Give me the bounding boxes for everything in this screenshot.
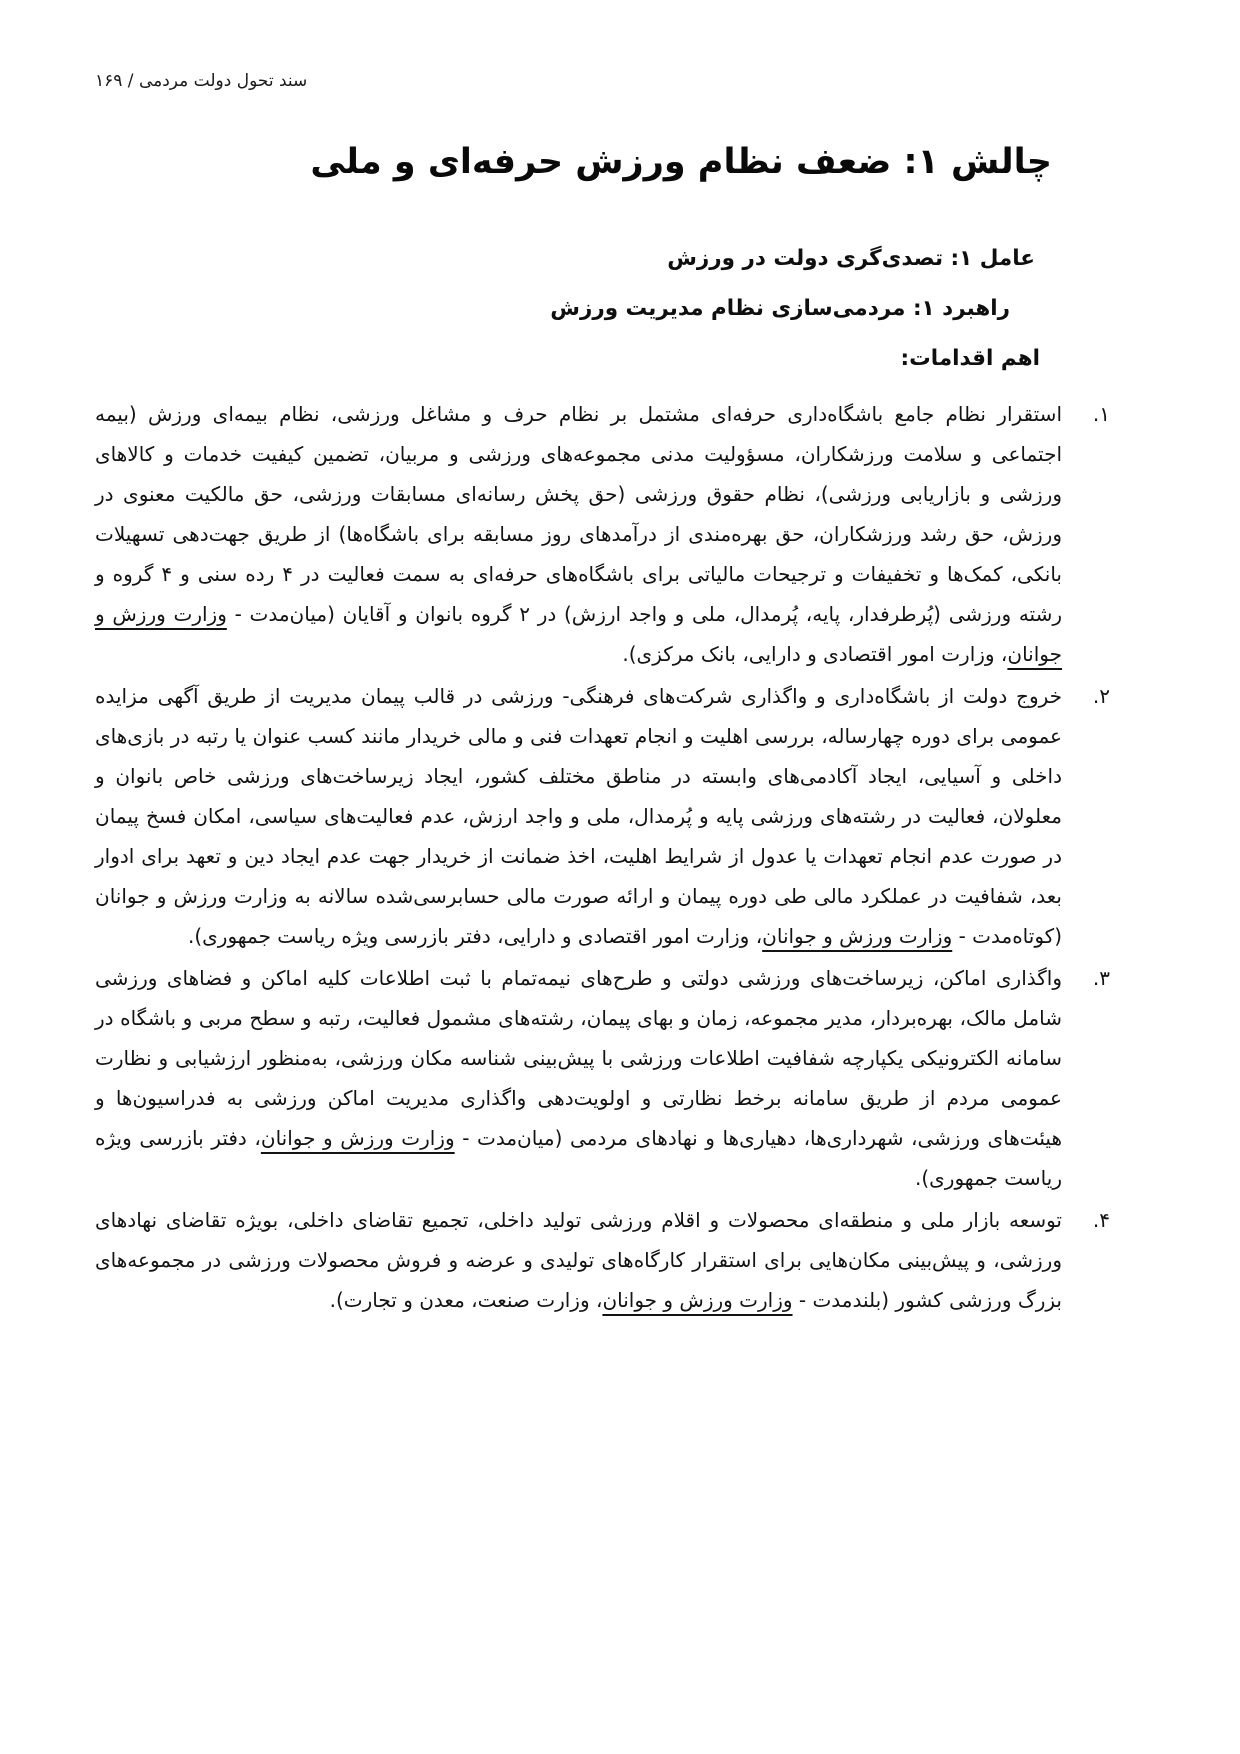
running-header: سند تحول دولت مردمی / ۱۶۹ — [95, 71, 308, 91]
item-text: توسعه بازار ملی و منطقه‌ای محصولات و اقلام ورزشی تولید داخلی، تجمیع تقاضای داخلی، بویژه تقاضای نهادهای ورزشی، و پیش‌بینی مکان‌هایی برای استقرار کارگاه‌های تولیدی و عرضه و فروش محصولات ورزشی در مجموعه‌های بزرگ ورزشی کشور (بلندمدت - وزارت ورزش و جوانان، وزارت صنعت، معدن و تجارت). — [95, 1208, 1062, 1312]
item-text: استقرار نظام جامع باشگاه‌داری حرفه‌ای مشتمل بر نظام حرف و مشاغل ورزشی، نظام بیمه‌ای ورزش (بیمه اجتماعی و سلامت ورزشکاران، مسؤولیت مدنی مجموعه‌های ورزشی و مربیان، تضمین کیفیت خدمات و کالاهای ورزشی و بازاریابی ورزشی)، نظام حقوق ورزشی (حق پخش رسانه‌ای مسابقات ورزشی، حق مالکیت معنوی در ورزش، حق رشد ورزشکاران، حق بهره‌مندی از درآمدهای روز مسابقه برای باشگاه‌ها) از طریق جهت‌دهی تسهیلات بانکی، کمک‌ها و تخفیفات و ترجیحات مالیاتی برای باشگاه‌های حرفه‌ای به سمت فعالیت در ۴ رده سنی و ۴ گروه و رشته ورزشی (پُرطرفدار، پایه، پُرمدال، ملی و واجد ارزش) در ۲ گروه بانوان و آقایان (میان‌مدت - وزارت ورزش و جوانان، وزارت امور اقتصادی و دارایی، بانک مرکزی). — [95, 402, 1063, 666]
item-number: ۲. — [1092, 684, 1110, 708]
factor-heading: عامل ۱: تصدی‌گری دولت در ورزش — [667, 246, 1035, 271]
item-text: واگذاری اماکن، زیرساخت‌های ورزشی دولتی و طرح‌های نیمه‌تمام با ثبت اطلاعات کلیه اماکن و فضاهای ورزشی شامل مالک، بهره‌بردار، مدیر مجموعه، زمان و بهای پیمان، رشته‌های مشمول فعالیت، رتبه و سطح مربی و باشگاه در سامانه الکترونیکی یکپارچه شفافیت اطلاعات ورزشی با پیش‌بینی شناسه مکان ورزشی، به‌منظور ارزشیابی و نظارت عمومی مردم از طریق سامانه برخط نظارتی و اولویت‌دهی واگذاری مدیریت اماکن ورزشی به فدراسیون‌ها و هیئت‌های ورزشی، شهرداری‌ها، دهیاری‌ها و نهادهای مردمی (میان‌مدت - وزارت ورزش و جوانان، دفتر بازرسی ویژه ریاست جمهوری). — [95, 966, 1063, 1190]
underlined-ministry-reference: وزارت ورزش و جوانان — [260, 1126, 455, 1150]
action-item — [95, 394, 1110, 674]
underlined-ministry-reference: وزارت ورزش و جوانان — [602, 1288, 793, 1312]
underlined-ministry-reference: وزارت ورزش و جوانان — [95, 602, 1062, 666]
item-number: ۴. — [1092, 1208, 1110, 1232]
action-item — [95, 676, 1110, 956]
item-text: خروج دولت از باشگاه‌داری و واگذاری شرکت‌های فرهنگی- ورزشی در قالب پیمان مدیریت از طریق آگهی مزایده عمومی برای دوره چهارساله، بررسی اهلیت و انجام تعهدات فنی و مالی خریدار مانند کسب عنوان یا رتبه در بازی‌های داخلی و آسیایی، ایجاد آکادمی‌های وابسته در مناطق مختلف کشور، ایجاد زیرساخت‌های ورزشی خاص بانوان و معلولان، فعالیت در رشته‌های ورزشی پایه و پُرمدال، ملی و واجد ارزش، عدم فعالیت‌های سیاسی، امکان فسخ پیمان در صورت عدم انجام تعهدات یا عدول از شرایط اهلیت، اخذ ضمانت از خریدار جهت عدم ایجاد دین و تعهد برای ادوار بعد، شفافیت در عملکرد مالی طی دوره پیمان و ارائه صورت مالی حسابرسی‌شده سالانه به وزارت ورزش و جوانان (کوتاه‌مدت - وزارت ورزش و جوانان، وزارت امور اقتصادی و دارایی، دفتر بازرسی ویژه ریاست جمهوری). — [95, 684, 1062, 948]
page-title: چالش ۱: ضعف نظام ورزش حرفه‌ای و ملی — [310, 142, 1052, 182]
underlined-ministry-reference: وزارت ورزش و جوانان — [762, 924, 953, 948]
item-number: ۱. — [1092, 402, 1110, 426]
action-item — [95, 958, 1110, 1198]
actions-heading: اهم اقدامات: — [900, 346, 1040, 371]
actions-list — [95, 394, 1110, 1320]
strategy-heading: راهبرد ۱: مردمی‌سازی نظام مدیریت ورزش — [550, 296, 1010, 321]
action-item — [95, 1200, 1110, 1320]
item-number: ۳. — [1092, 966, 1110, 990]
